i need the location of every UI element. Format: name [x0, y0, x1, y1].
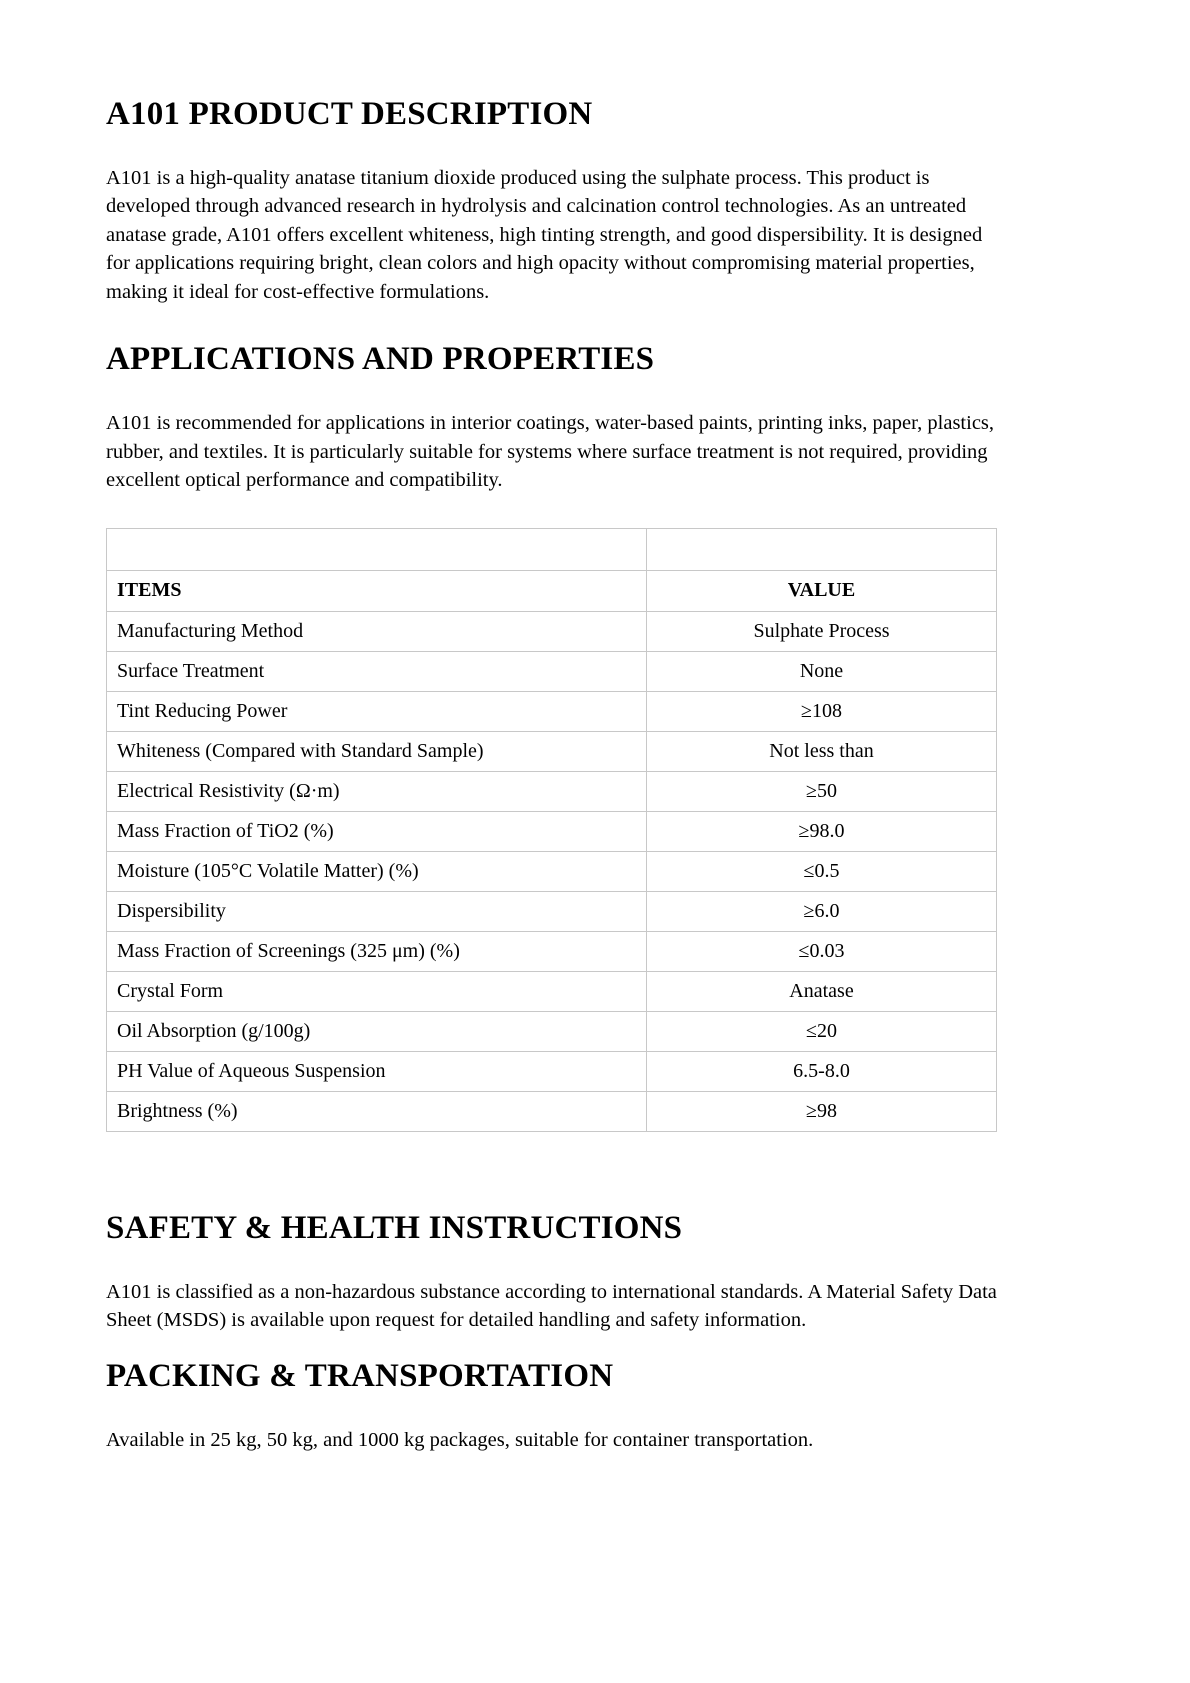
- table-cell-value: ≤0.5: [647, 851, 997, 891]
- table-cell-value: ≥50: [647, 771, 997, 811]
- table-row: [107, 1051, 997, 1091]
- table-cell-value: ≤20: [647, 1011, 997, 1051]
- table-row: [107, 931, 997, 971]
- packing-heading: PACKING & TRANSPORTATION: [106, 1357, 614, 1394]
- applications-paragraph: A101 is recommended for applications in interior coatings, water-based paints, printing inks, paper, plastics, rubber, and textiles. It is particularly suitable for systems where surface treatment is not required, providing excellent optical performance and compatibility.: [106, 412, 995, 492]
- table-cell-value: Not less than: [647, 731, 997, 771]
- table-cell-item: Whiteness (Compared with Standard Sample): [107, 731, 647, 771]
- table-cell-value: ≤0.03: [647, 931, 997, 971]
- table-row: [107, 851, 997, 891]
- table-cell-item: Moisture (105°C Volatile Matter) (%): [107, 851, 647, 891]
- table-cell-item: Surface Treatment: [107, 651, 647, 691]
- table-cell-item: Oil Absorption (g/100g): [107, 1011, 647, 1051]
- section-safety-health: [106, 1209, 1085, 1335]
- table-row: [107, 1011, 997, 1051]
- table-header-items: ITEMS: [107, 570, 647, 611]
- table-row: [107, 731, 997, 771]
- page-title: A101 PRODUCT DESCRIPTION: [106, 96, 593, 132]
- table-row: [107, 971, 997, 1011]
- table-cell-item: PH Value of Aqueous Suspension: [107, 1051, 647, 1091]
- table-header-value: VALUE: [647, 570, 997, 611]
- section-product-description: [106, 95, 1085, 306]
- table-cell-value: Sulphate Process: [647, 611, 997, 651]
- table-cell-value: ≥98: [647, 1091, 997, 1131]
- table-cell-item: Mass Fraction of TiO2 (%): [107, 811, 647, 851]
- table-spacer-item-cell: [107, 528, 647, 570]
- packing-paragraph: Available in 25 kg, 50 kg, and 1000 kg packages, suitable for container transportation.: [106, 1428, 814, 1451]
- table-row: [107, 651, 997, 691]
- product-description-paragraph: A101 is a high-quality anatase titanium dioxide produced using the sulphate process. This product is developed through advanced research in hydrolysis and calcination control technologies. As an untreated anatase grade, A101 offers excellent whiteness, high tinting strength, and good dispersibility. It is designed for applications requiring bright, clean colors and high opacity without compromising material properties, making it ideal for cost-effective formulations.: [106, 166, 983, 303]
- table-row: [107, 891, 997, 931]
- table-cell-value: 6.5-8.0: [647, 1051, 997, 1091]
- table-cell-value: ≥108: [647, 691, 997, 731]
- table-cell-item: Mass Fraction of Screenings (325 μm) (%): [107, 931, 647, 971]
- specifications-table: [106, 528, 997, 1132]
- table-cell-item: Crystal Form: [107, 971, 647, 1011]
- table-cell-item: Electrical Resistivity (Ω·m): [107, 771, 647, 811]
- section-packing-transportation: [106, 1357, 1085, 1454]
- specifications-table-body: [107, 528, 997, 1131]
- table-spacer-row: [107, 528, 997, 570]
- table-cell-item: Brightness (%): [107, 1091, 647, 1131]
- table-cell-value: ≥6.0: [647, 891, 997, 931]
- safety-heading: SAFETY & HEALTH INSTRUCTIONS: [106, 1209, 683, 1246]
- table-spacer-value-cell: [647, 528, 997, 570]
- table-row: [107, 691, 997, 731]
- table-row: [107, 1091, 997, 1131]
- table-cell-value: Anatase: [647, 971, 997, 1011]
- table-row: [107, 811, 997, 851]
- section-applications-properties: [106, 340, 1085, 494]
- table-cell-item: Manufacturing Method: [107, 611, 647, 651]
- table-cell-item: Dispersibility: [107, 891, 647, 931]
- table-header-row: [107, 570, 997, 611]
- safety-paragraph: A101 is classified as a non-hazardous substance according to international standards. A Material Safety Data Sheet (MSDS) is available upon request for detailed handling and safety information.: [106, 1280, 997, 1332]
- table-cell-item: Tint Reducing Power: [107, 691, 647, 731]
- table-cell-value: None: [647, 651, 997, 691]
- table-cell-value: ≥98.0: [647, 811, 997, 851]
- table-row: [107, 771, 997, 811]
- applications-heading: APPLICATIONS AND PROPERTIES: [106, 341, 655, 378]
- table-row: [107, 611, 997, 651]
